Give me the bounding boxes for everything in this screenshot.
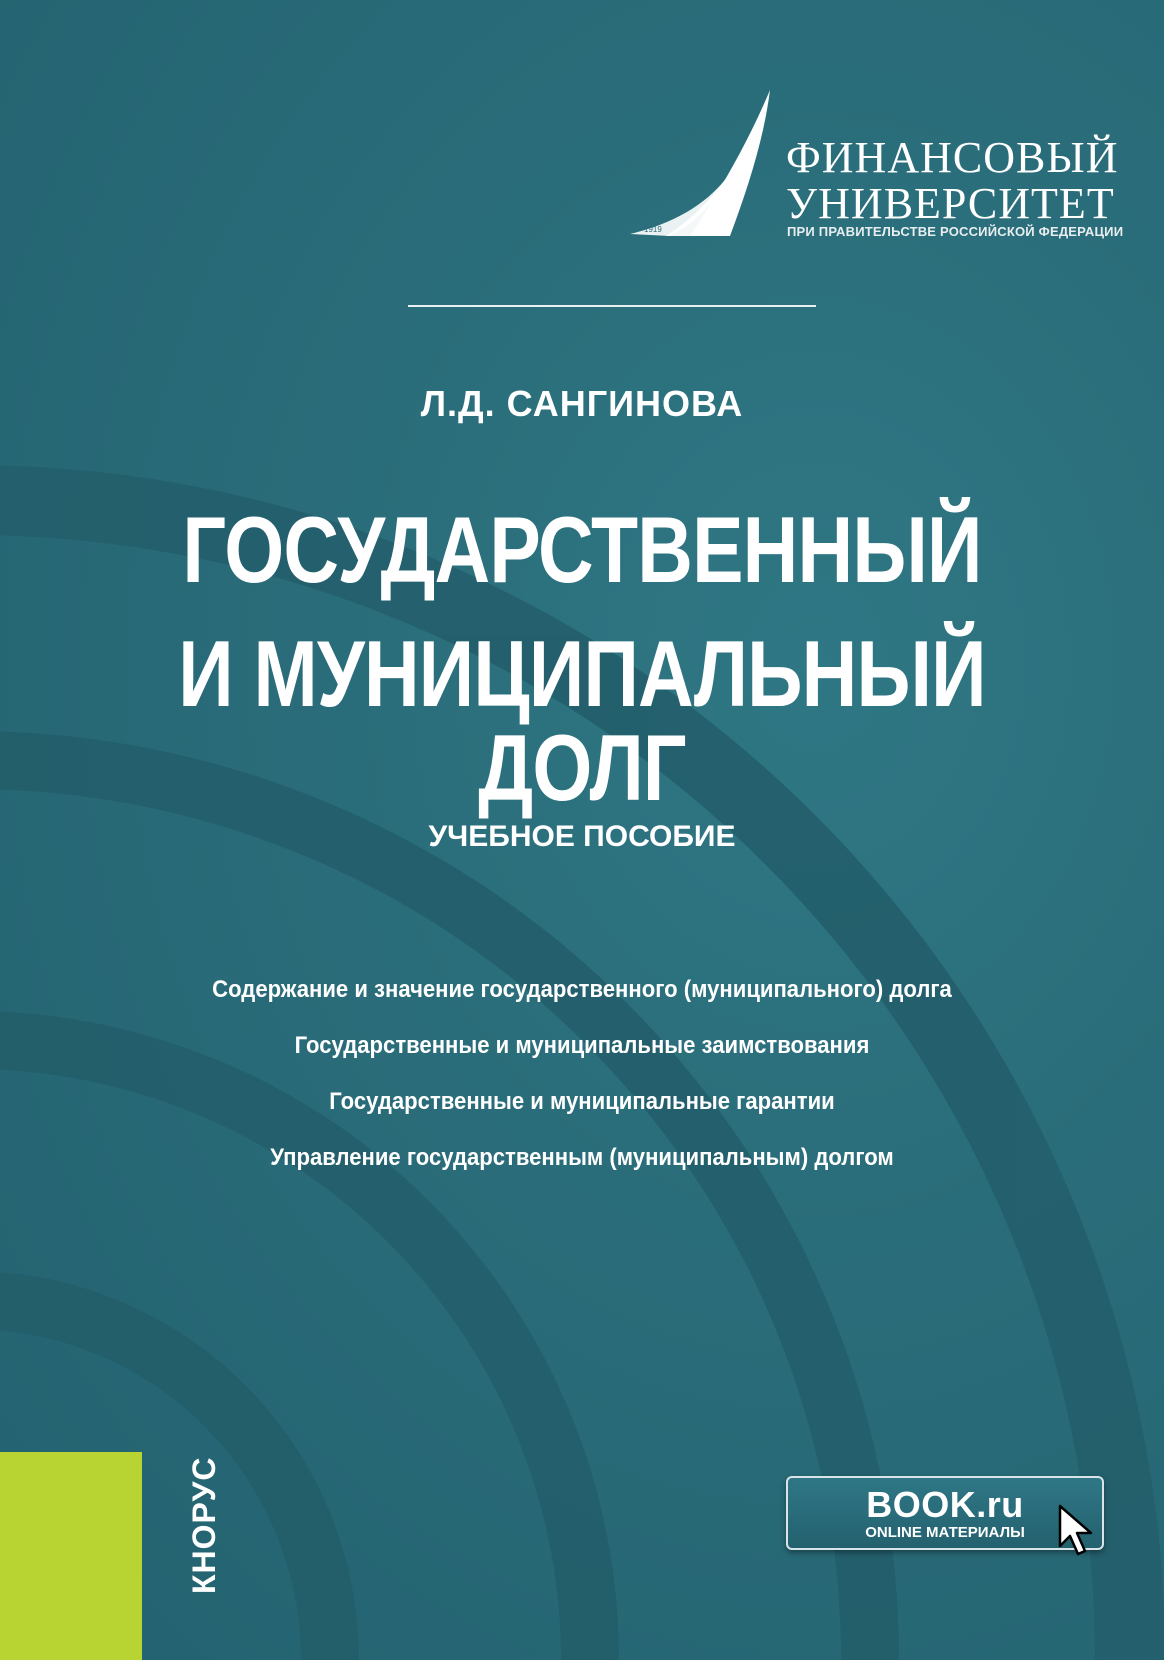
author-name: Л.Д. САНГИНОВА — [420, 383, 744, 424]
svg-text:1919: 1919 — [644, 225, 662, 234]
logo-text-line3: ПРИ ПРАВИТЕЛЬСТВЕ РОССИЙСКОЙ ФЕДЕРАЦИИ — [787, 224, 1124, 239]
book-subtitle: УЧЕБНОЕ ПОСОБИЕ — [428, 820, 736, 853]
divider-line — [408, 305, 816, 307]
publisher-name: КНОРУС — [186, 1456, 222, 1594]
online-materials-label: ONLINE МАТЕРИАЛЫ — [865, 1524, 1025, 1541]
logo-text-line2: УНИВЕРСИТЕТ — [786, 179, 1115, 228]
cursor-arrow-icon — [1058, 1504, 1094, 1558]
topics-list — [0, 970, 1164, 1194]
sail-logo-icon — [630, 88, 780, 238]
book-ru-badge[interactable] — [786, 1476, 1104, 1550]
book-title-line2: И МУНИЦИПАЛЬНЫЙ ДОЛГ — [178, 621, 986, 820]
logo-text-line1: ФИНАНСОВЫЙ — [786, 133, 1119, 182]
green-accent-block — [0, 1452, 142, 1660]
topic-item: Государственные и муниципальные заимствования — [294, 1032, 870, 1059]
topic-item: Государственные и муниципальные гарантии — [329, 1088, 835, 1115]
book-ru-label: BOOK.ru — [866, 1484, 1024, 1525]
book-title-line1: ГОСУДАРСТВЕННЫЙ — [182, 497, 982, 602]
topic-item: Управление государственным (муниципальным) долгом — [270, 1144, 894, 1171]
university-logo — [630, 88, 1130, 248]
topic-item: Содержание и значение государственного (муниципального) долга — [212, 976, 952, 1003]
